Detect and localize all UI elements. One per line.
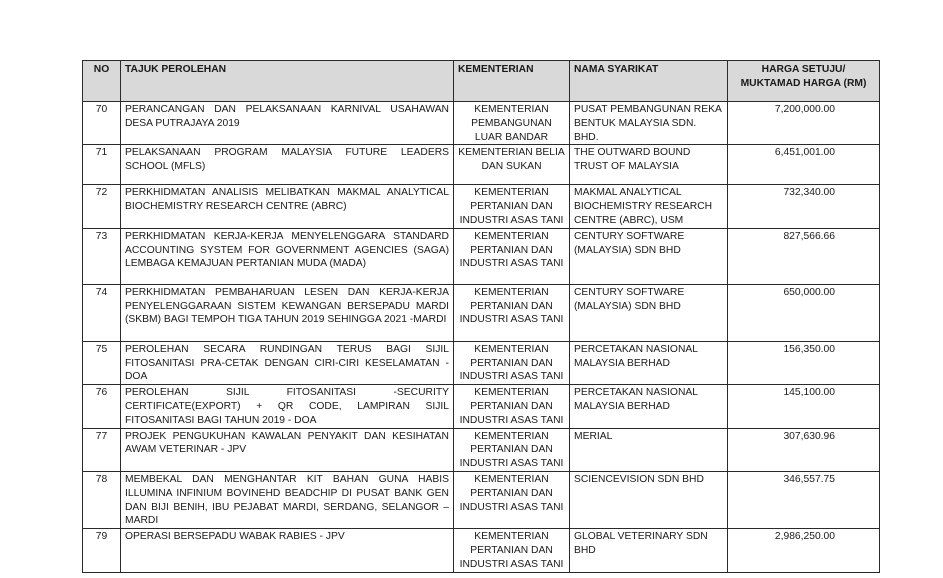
cell-syarikat: PERCETAKAN NASIONAL MALAYSIA BERHAD [570, 341, 728, 384]
cell-syarikat: GLOBAL VETERINARY SDN BHD [570, 529, 728, 573]
header-tajuk: TAJUK PEROLEHAN [121, 61, 454, 102]
cell-syarikat: CENTURY SOFTWARE (MALAYSIA) SDN BHD [570, 284, 728, 341]
table-header-row [83, 61, 880, 102]
cell-kementerian: KEMENTERIAN PEMBANGUNAN LUAR BANDAR [454, 102, 570, 145]
cell-syarikat: THE OUTWARD BOUND TRUST OF MALAYSIA [570, 145, 728, 185]
cell-syarikat: SCIENCEVISION SDN BHD [570, 471, 728, 528]
cell-kementerian: KEMENTERIAN PERTANIAN DAN INDUSTRI ASAS TANI [454, 284, 570, 341]
cell-syarikat: CENTURY SOFTWARE (MALAYSIA) SDN BHD [570, 228, 728, 284]
table-row [83, 471, 880, 528]
cell-syarikat: MAKMAL ANALYTICAL BIOCHEMISTRY RESEARCH CENTRE (ABRC), USM [570, 185, 728, 228]
cell-no: 72 [83, 185, 121, 228]
cell-harga: 145,100.00 [728, 385, 880, 428]
cell-harga: 6,451,001.00 [728, 145, 880, 185]
cell-harga: 156,350.00 [728, 341, 880, 384]
procurement-table [82, 60, 880, 573]
cell-harga: 2,986,250.00 [728, 529, 880, 573]
table-row [83, 102, 880, 145]
cell-harga: 346,557.75 [728, 471, 880, 528]
cell-no: 78 [83, 471, 121, 528]
cell-kementerian: KEMENTERIAN PERTANIAN DAN INDUSTRI ASAS TANI [454, 185, 570, 228]
procurement-table-container [82, 60, 880, 573]
cell-no: 79 [83, 529, 121, 573]
cell-tajuk: OPERASI BERSEPADU WABAK RABIES - JPV [121, 529, 454, 573]
cell-syarikat: PERCETAKAN NASIONAL MALAYSIA BERHAD [570, 385, 728, 428]
cell-tajuk: PELAKSANAAN PROGRAM MALAYSIA FUTURE LEADERS SCHOOL (MFLS) [121, 145, 454, 185]
cell-no: 74 [83, 284, 121, 341]
cell-tajuk: PERKHIDMATAN ANALISIS MELIBATKAN MAKMAL ANALYTICAL BIOCHEMISTRY RESEARCH CENTRE (ABRC) [121, 185, 454, 228]
cell-no: 77 [83, 428, 121, 471]
table-row [83, 385, 880, 428]
cell-kementerian: KEMENTERIAN PERTANIAN DAN INDUSTRI ASAS TANI [454, 529, 570, 573]
table-row [83, 341, 880, 384]
cell-no: 75 [83, 341, 121, 384]
cell-tajuk: MEMBEKAL DAN MENGHANTAR KIT BAHAN GUNA HABIS ILLUMINA INFINIUM BOVINEHD BEADCHIP DI PUSAT BANK GEN DAN BIJI BENIH, IBU PEJABAT MARDI, SERDANG, SELANGOR – MARDI [121, 471, 454, 528]
header-syarikat: NAMA SYARIKAT [570, 61, 728, 102]
cell-harga: 827,566.66 [728, 228, 880, 284]
cell-harga: 307,630.96 [728, 428, 880, 471]
cell-kementerian: KEMENTERIAN BELIA DAN SUKAN [454, 145, 570, 185]
table-row [83, 529, 880, 573]
cell-syarikat: PUSAT PEMBANGUNAN REKA BENTUK MALAYSIA SDN. BHD. [570, 102, 728, 145]
cell-kementerian: KEMENTERIAN PERTANIAN DAN INDUSTRI ASAS TANI [454, 341, 570, 384]
header-kementerian: KEMENTERIAN [454, 61, 570, 102]
cell-harga: 732,340.00 [728, 185, 880, 228]
header-no: NO [83, 61, 121, 102]
cell-kementerian: KEMENTERIAN PERTANIAN DAN INDUSTRI ASAS TANI [454, 385, 570, 428]
cell-harga: 650,000.00 [728, 284, 880, 341]
cell-no: 76 [83, 385, 121, 428]
header-harga: HARGA SETUJU/ MUKTAMAD HARGA (RM) [728, 61, 880, 102]
cell-tajuk: PEROLEHAN SIJIL FITOSANITASI -SECURITY CERTIFICATE(EXPORT) + QR CODE, LAMPIRAN SIJIL FITOSANITASI BAGI TAHUN 2019 - DOA [121, 385, 454, 428]
cell-no: 70 [83, 102, 121, 145]
cell-tajuk: PERKHIDMATAN KERJA-KERJA MENYELENGGARA STANDARD ACCOUNTING SYSTEM FOR GOVERNMENT AGENCIES (SAGA) LEMBAGA KEMAJUAN PERTANIAN MUDA (MADA) [121, 228, 454, 284]
cell-syarikat: MERIAL [570, 428, 728, 471]
table-row [83, 185, 880, 228]
table-row [83, 428, 880, 471]
cell-no: 71 [83, 145, 121, 185]
cell-tajuk: PEROLEHAN SECARA RUNDINGAN TERUS BAGI SIJIL FITOSANITASI PRA-CETAK DENGAN CIRI-CIRI KESELAMATAN -DOA [121, 341, 454, 384]
table-row [83, 145, 880, 185]
table-row [83, 284, 880, 341]
cell-kementerian: KEMENTERIAN PERTANIAN DAN INDUSTRI ASAS TANI [454, 471, 570, 528]
cell-no: 73 [83, 228, 121, 284]
cell-kementerian: KEMENTERIAN PERTANIAN DAN INDUSTRI ASAS TANI [454, 428, 570, 471]
cell-tajuk: PERKHIDMATAN PEMBAHARUAN LESEN DAN KERJA-KERJA PENYELENGGARAAN SISTEM KEWANGAN BERSEPADU MARDI (SKBM) BAGI TEMPOH TIGA TAHUN 2019 SEHINGGA 2021 -MARDI [121, 284, 454, 341]
table-row [83, 228, 880, 284]
cell-tajuk: PERANCANGAN DAN PELAKSANAAN KARNIVAL USAHAWAN DESA PUTRAJAYA 2019 [121, 102, 454, 145]
cell-harga: 7,200,000.00 [728, 102, 880, 145]
cell-tajuk: PROJEK PENGUKUHAN KAWALAN PENYAKIT DAN KESIHATAN AWAM VETERINAR - JPV [121, 428, 454, 471]
cell-kementerian: KEMENTERIAN PERTANIAN DAN INDUSTRI ASAS TANI [454, 228, 570, 284]
